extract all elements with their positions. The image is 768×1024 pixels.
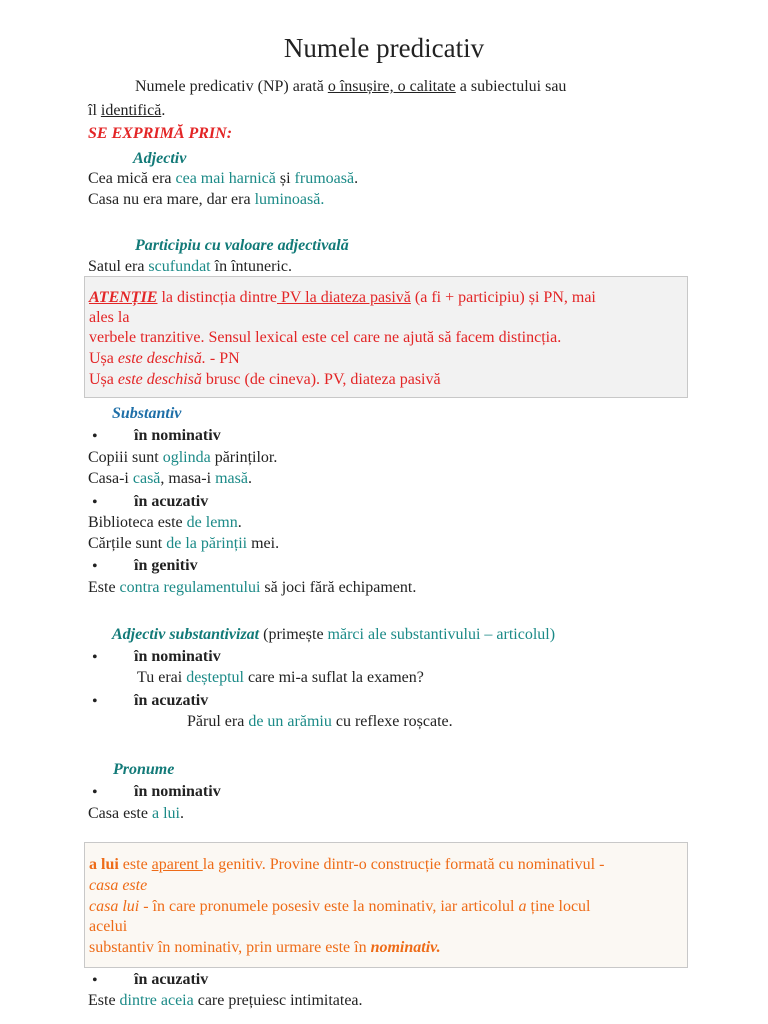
- attention-example-pn: [89, 348, 240, 369]
- bullet-icon: •: [92, 693, 98, 710]
- example-text: .: [354, 170, 359, 187]
- highlight: mărci ale substantivului – articolul): [327, 626, 556, 643]
- alui-note-box: [84, 842, 688, 968]
- noun-accusative-example-1: [88, 512, 242, 533]
- attention-example-pv: [89, 369, 441, 390]
- attention-italic: este deschisă: [117, 371, 202, 388]
- page-title: Numele predicativ: [283, 33, 485, 63]
- note-text: este: [118, 856, 152, 873]
- example-text: .: [247, 470, 252, 487]
- highlight: de la părinții: [166, 535, 248, 552]
- substantivized-adjective-heading-line: [112, 624, 555, 645]
- note-text: ține locul: [526, 898, 591, 915]
- example-text: .: [179, 805, 184, 822]
- bullet-icon: •: [92, 972, 98, 989]
- alui-line-3: [89, 896, 590, 917]
- example-text: Tu erai: [137, 669, 187, 686]
- example-text: și: [275, 170, 295, 187]
- noun-nominative-example-2: [88, 468, 252, 489]
- example-text: , masa-i: [160, 470, 216, 487]
- attention-underline: PV la diateza pasivă: [277, 289, 411, 306]
- participle-example: [88, 256, 292, 277]
- noun-accusative-label: în acuzativ: [134, 493, 209, 510]
- attention-text: - PN: [205, 350, 240, 367]
- highlight: de un arămiu: [248, 713, 332, 730]
- bullet-icon: •: [92, 428, 98, 445]
- example-text: Satul era: [88, 258, 149, 275]
- bullet-icon: •: [92, 784, 98, 801]
- attention-italic: este deschisă.: [117, 350, 206, 367]
- noun-nominative-example-1: [88, 447, 277, 468]
- expressed-by-heading: SE EXPRIMĂ PRIN:: [88, 125, 233, 142]
- attention-line-3: verbele tranzitive. Sensul lexical este cel care ne ajută să facem distincția.: [89, 329, 562, 346]
- note-italic: casa lui: [89, 898, 140, 915]
- bullet-icon: •: [92, 494, 98, 511]
- attention-text: Ușa: [89, 371, 118, 388]
- pronoun-accusative-example: [88, 990, 363, 1011]
- example-text: Casa este: [88, 805, 152, 822]
- pronoun-accusative-label: în acuzativ: [134, 971, 209, 988]
- alui-line-1: [89, 854, 604, 875]
- highlight: dintre aceia: [119, 992, 194, 1009]
- noun-accusative-example-2: [88, 533, 279, 554]
- intro-underline-quality: o însușire, o calitate: [327, 78, 456, 95]
- pronoun-heading: Pronume: [113, 761, 175, 778]
- bullet-icon: •: [92, 649, 98, 666]
- highlight: scufundat: [148, 258, 211, 275]
- note-italic: a: [518, 898, 527, 915]
- adjective-example-2: [88, 189, 324, 210]
- example-text: cu reflexe roșcate.: [331, 713, 453, 730]
- adjsubst-accusative-example: [187, 711, 453, 732]
- highlight: cea mai: [175, 170, 225, 187]
- highlight: casă: [132, 470, 161, 487]
- highlight: luminoasă.: [254, 191, 325, 208]
- alui-line-2: casa este: [89, 877, 148, 894]
- example-text: Este: [88, 579, 120, 596]
- highlight: a lui: [151, 805, 180, 822]
- attention-line-1: [89, 287, 596, 308]
- noun-genitive-example: [88, 577, 416, 598]
- highlight: de lemn: [186, 514, 238, 531]
- noun-genitive-label: în genitiv: [134, 557, 198, 574]
- substantivized-adjective-heading: Adjectiv substantivizat: [112, 626, 260, 643]
- note-text: - în care pronumele posesiv este la nominativ, iar articolul: [139, 898, 519, 915]
- bullet-icon: •: [92, 558, 98, 575]
- box-notch: [763, 895, 768, 939]
- example-text: care prețuiesc intimitatea.: [193, 992, 363, 1009]
- adjsubst-nominative-label: în nominativ: [134, 648, 221, 665]
- intro-text: îl: [88, 102, 101, 119]
- note-text: substantiv în nominativ, prin urmare este în: [89, 939, 371, 956]
- alui-line-4: acelui: [89, 918, 128, 935]
- pronoun-nominative-example: [88, 803, 184, 824]
- intro-line-1: [135, 76, 566, 97]
- example-text: mei.: [247, 535, 280, 552]
- intro-underline-identifies: identifică: [100, 102, 162, 119]
- example-text: Este: [88, 992, 120, 1009]
- attention-text: Ușa: [89, 350, 118, 367]
- example-text: care mi-a suflat la examen?: [243, 669, 424, 686]
- attention-text: la distincția dintre: [157, 289, 277, 306]
- heading-note: (primește: [259, 626, 328, 643]
- highlight: deșteptul: [186, 669, 244, 686]
- attention-label: ATENȚIE: [89, 289, 158, 306]
- example-text: Casa nu era mare, dar era: [88, 191, 255, 208]
- noun-nominative-label: în nominativ: [134, 427, 221, 444]
- alui-line-5: [89, 937, 441, 958]
- participle-heading: Participiu cu valoare adjectivală: [135, 237, 349, 254]
- example-text: în întuneric.: [210, 258, 292, 275]
- example-text: Biblioteca este: [88, 514, 187, 531]
- intro-text: a subiectului sau: [455, 78, 567, 95]
- example-text: Cea mică era: [88, 170, 176, 187]
- adjsubst-nominative-example: [137, 667, 424, 688]
- note-underline: aparent: [151, 856, 203, 873]
- adjective-example-1: [88, 168, 358, 189]
- example-text: .: [237, 514, 242, 531]
- alui-bold: a lui: [89, 856, 119, 873]
- highlight: frumoasă: [294, 170, 355, 187]
- box-notch: [763, 325, 768, 367]
- intro-text: Numele predicativ (NP) arată: [135, 78, 328, 95]
- adjective-heading: Adjectiv: [133, 150, 187, 167]
- noun-heading: Substantiv: [112, 405, 182, 422]
- attention-text: brusc (de cineva). PV, diateza pasivă: [201, 371, 441, 388]
- example-text: să joci fără echipament.: [260, 579, 417, 596]
- highlight: oglinda: [162, 449, 211, 466]
- example-text: Copiii sunt: [88, 449, 163, 466]
- highlight: harnică: [228, 170, 276, 187]
- example-text: Cărțile sunt: [88, 535, 167, 552]
- attention-line-2: ales la: [89, 309, 130, 326]
- intro-text: .: [161, 102, 166, 119]
- highlight: masă: [215, 470, 248, 487]
- example-text: Casa-i: [88, 470, 133, 487]
- example-text: părinților.: [210, 449, 278, 466]
- intro-line-2: [88, 100, 165, 121]
- note-bold-italic: nominativ.: [370, 939, 441, 956]
- highlight: contra regulamentului: [119, 579, 261, 596]
- attention-box: [84, 276, 688, 398]
- pronoun-nominative-label: în nominativ: [134, 783, 221, 800]
- attention-text: (a fi + participiu) și PN, mai: [410, 289, 596, 306]
- note-text: la genitiv. Provine dintr-o construcție formată cu nominativul -: [202, 856, 605, 873]
- example-text: Părul era: [187, 713, 249, 730]
- adjsubst-accusative-label: în acuzativ: [134, 692, 209, 709]
